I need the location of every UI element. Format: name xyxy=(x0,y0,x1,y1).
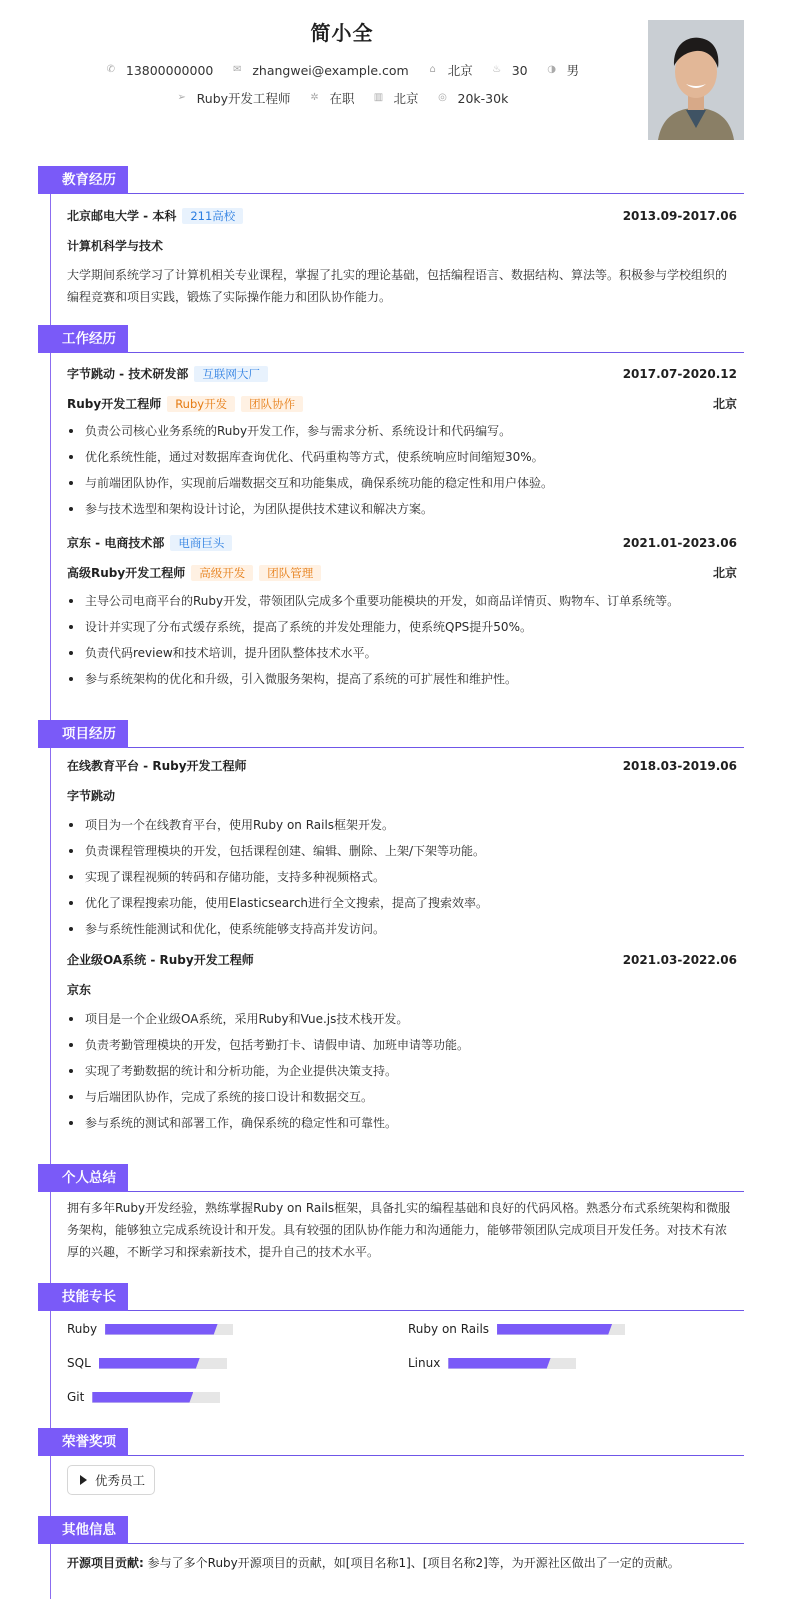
education-entry xyxy=(67,208,737,224)
skill-bar-fill xyxy=(99,1358,200,1369)
job-1-bullets xyxy=(67,418,737,522)
education-section-header xyxy=(38,166,744,194)
other-info-label: 开源项目贡献: xyxy=(67,1556,144,1570)
skill-bar-fill xyxy=(105,1324,218,1335)
status-item: ✲ 在职 xyxy=(310,91,355,106)
salary-item: ◎ 20k-30k xyxy=(438,90,509,106)
list-item: 参与系统性能测试和优化，使系统能够支持高并发访问。 xyxy=(67,916,737,942)
list-item: 与前端团队协作，实现前后端数据交互和功能集成，确保系统功能的稳定性和用户体验。 xyxy=(67,470,737,496)
skill-name: Ruby xyxy=(67,1322,98,1336)
gender-item: ◑ 男 xyxy=(547,63,580,78)
job-2-city: 北京 xyxy=(712,566,737,580)
job-1-company-tag: 互联网大厂 xyxy=(194,366,268,382)
skill-bar xyxy=(99,1358,227,1369)
job-2-bullets xyxy=(67,588,737,692)
projects-section-header xyxy=(38,720,744,748)
job-1-role-row xyxy=(67,396,737,412)
skill-name: Linux xyxy=(408,1356,441,1370)
profile-photo xyxy=(648,20,744,140)
skill-bar xyxy=(497,1324,625,1335)
list-item: 参与系统架构的优化和升级，引入微服务架构，提高了系统的可扩展性和维护性。 xyxy=(67,666,737,692)
project-1-header xyxy=(67,758,737,774)
skill-ruby-on-rails xyxy=(408,1322,625,1336)
job-2-company: 京东 - 电商技术部 xyxy=(67,536,165,550)
skill-git xyxy=(67,1390,220,1404)
projects-section-title: 项目经历 xyxy=(38,720,128,748)
list-item: 项目是一个企业级OA系统，采用Ruby和Vue.js技术栈开发。 xyxy=(67,1006,737,1032)
skill-name: Ruby on Rails xyxy=(408,1322,490,1336)
email-item: ✉ zhangwei@example.com xyxy=(233,62,409,78)
skill-bar-fill xyxy=(92,1392,193,1403)
resume-header xyxy=(0,0,794,160)
work-section-title: 工作经历 xyxy=(38,325,128,353)
education-description: 大学期间系统学习了计算机相关专业课程，掌握了扎实的理论基础，包括编程语言、数据结构、算法等。积极参与学校组织的编程竞赛和项目实践，锻炼了实际操作能力和团队协作能力。 xyxy=(67,268,728,304)
award-label: 优秀员工 xyxy=(95,1473,146,1488)
summary-section-title: 个人总结 xyxy=(38,1164,128,1192)
awards-section-header xyxy=(38,1428,744,1456)
list-item: 负责课程管理模块的开发，包括课程创建、编辑、删除、上架/下架等功能。 xyxy=(67,838,737,864)
job-1-city: 北京 xyxy=(712,397,737,411)
job-1-tag-2: 团队协作 xyxy=(241,396,303,412)
education-section-title: 教育经历 xyxy=(38,166,128,194)
job-1-tag-1: Ruby开发 xyxy=(167,396,235,412)
send-icon: ➢ xyxy=(177,92,186,103)
job-2-tag-1: 高级开发 xyxy=(191,565,253,581)
skill-bar-fill xyxy=(497,1324,612,1335)
home-icon: ⌂ xyxy=(429,64,436,75)
list-item: 负责考勤管理模块的开发，包括考勤打卡、请假申请、加班申请等功能。 xyxy=(67,1032,737,1058)
gear-icon: ✲ xyxy=(310,92,319,103)
list-item: 与后端团队协作，完成了系统的接口设计和数据交互。 xyxy=(67,1084,737,1110)
job-1-company: 字节跳动 - 技术研发部 xyxy=(67,367,189,381)
project-2-period: 2021.03-2022.06 xyxy=(622,953,737,967)
school-tag: 211高校 xyxy=(182,208,243,224)
skill-bar xyxy=(105,1324,233,1335)
list-item: 实现了考勤数据的统计和分析功能，为企业提供决策支持。 xyxy=(67,1058,737,1084)
work-section-header xyxy=(38,325,744,353)
mail-icon: ✉ xyxy=(233,64,242,75)
job-2-role: 高级Ruby开发工程师 xyxy=(67,566,186,580)
coin-icon: ◎ xyxy=(438,92,447,103)
job-title-item: ➢ Ruby开发工程师 xyxy=(177,91,291,106)
project-1-bullets xyxy=(67,812,737,942)
list-item: 优化系统性能，通过对数据库查询优化、代码重构等方式，使系统响应时间缩短30%。 xyxy=(67,444,737,470)
skill-bar xyxy=(92,1392,220,1403)
project-1-org: 字节跳动 xyxy=(67,789,116,803)
award-badge xyxy=(67,1465,155,1495)
job-intent-row xyxy=(0,88,684,107)
skill-bar xyxy=(448,1358,576,1369)
project-2-header xyxy=(67,952,737,968)
project-2-bullets xyxy=(67,1006,737,1136)
skill-linux xyxy=(408,1356,576,1370)
other-section-header xyxy=(38,1516,744,1544)
summary-section-header xyxy=(38,1164,744,1192)
list-item: 设计并实现了分布式缓存系统，提高了系统的并发处理能力，使系统QPS提升50%。 xyxy=(67,614,737,640)
job-2-header xyxy=(67,535,737,551)
job-1-role: Ruby开发工程师 xyxy=(67,397,162,411)
job-1-header xyxy=(67,366,737,382)
school-name: 北京邮电大学 - 本科 xyxy=(67,209,177,223)
list-item: 负责代码review和技术培训，提升团队整体技术水平。 xyxy=(67,640,737,666)
phone-icon: ✆ xyxy=(106,64,116,75)
skill-name: SQL xyxy=(67,1356,91,1370)
list-item: 主导公司电商平台的Ruby开发，带领团队完成多个重要功能模块的开发，如商品详情页、购物车、订单系统等。 xyxy=(67,588,737,614)
target-city-item: ▥ 北京 xyxy=(373,91,419,106)
job-2-period: 2021.01-2023.06 xyxy=(622,536,737,550)
play-icon xyxy=(80,1475,87,1485)
education-period: 2013.09-2017.06 xyxy=(622,209,737,223)
list-item: 参与系统的测试和部署工作，确保系统的稳定性和可靠性。 xyxy=(67,1110,737,1136)
contact-row xyxy=(0,60,684,79)
skill-name: Git xyxy=(67,1390,85,1404)
skill-sql xyxy=(67,1356,227,1370)
skills-section-header xyxy=(38,1283,744,1311)
awards-section-title: 荣誉奖项 xyxy=(38,1428,128,1456)
cake-icon: ♨ xyxy=(492,64,502,75)
other-info-text: 参与了多个Ruby开源项目的贡献，如[项目名称1]、[项目名称2]等，为开源社区做出了一定的贡献。 xyxy=(147,1556,680,1570)
job-2-role-row xyxy=(67,565,737,581)
list-item: 项目为一个在线教育平台，使用Ruby on Rails框架开发。 xyxy=(67,812,737,838)
major: 计算机科学与技术 xyxy=(67,239,164,253)
timeline-line xyxy=(50,168,51,1599)
project-1-name: 在线教育平台 - Ruby开发工程师 xyxy=(67,759,247,773)
job-1-period: 2017.07-2020.12 xyxy=(622,367,737,381)
candidate-name: 简小全 xyxy=(310,21,374,45)
project-2-name: 企业级OA系统 - Ruby开发工程师 xyxy=(67,953,254,967)
skill-ruby xyxy=(67,1322,233,1336)
project-2-org: 京东 xyxy=(67,983,92,997)
skills-section-title: 技能专长 xyxy=(38,1283,128,1311)
other-info-row xyxy=(67,1555,737,1571)
gender-icon: ◑ xyxy=(547,64,556,75)
list-item: 实现了课程视频的转码和存储功能，支持多种视频格式。 xyxy=(67,864,737,890)
list-item: 负责公司核心业务系统的Ruby开发工作，参与需求分析、系统设计和代码编写。 xyxy=(67,418,737,444)
list-item: 优化了课程搜索功能，使用Elasticsearch进行全文搜索，提高了搜索效率。 xyxy=(67,890,737,916)
other-section-title: 其他信息 xyxy=(38,1516,128,1544)
skill-bar-fill xyxy=(448,1358,550,1369)
phone-item: ✆ 13800000000 xyxy=(106,62,214,78)
building-icon: ▥ xyxy=(373,92,384,103)
summary-text: 拥有多年Ruby开发经验，熟练掌握Ruby on Rails框架，具备扎实的编程基础和良好的代码风格。熟悉分布式系统架构和微服务架构，能够独立完成系统设计和开发。具有较强的团队协作能力和沟通能力，能够带领团队完成项目开发任务。对技术有浓厚的兴趣，不断学习和探索新技术，提升自己的技术水平。 xyxy=(67,1201,731,1259)
job-2-company-tag: 电商巨头 xyxy=(170,535,232,551)
list-item: 参与技术选型和架构设计讨论，为团队提供技术建议和解决方案。 xyxy=(67,496,737,522)
location-item: ⌂ 北京 xyxy=(427,61,473,79)
project-1-period: 2018.03-2019.06 xyxy=(622,759,737,773)
age-item: ♨ 30 xyxy=(492,62,528,78)
job-2-tag-2: 团队管理 xyxy=(259,565,321,581)
